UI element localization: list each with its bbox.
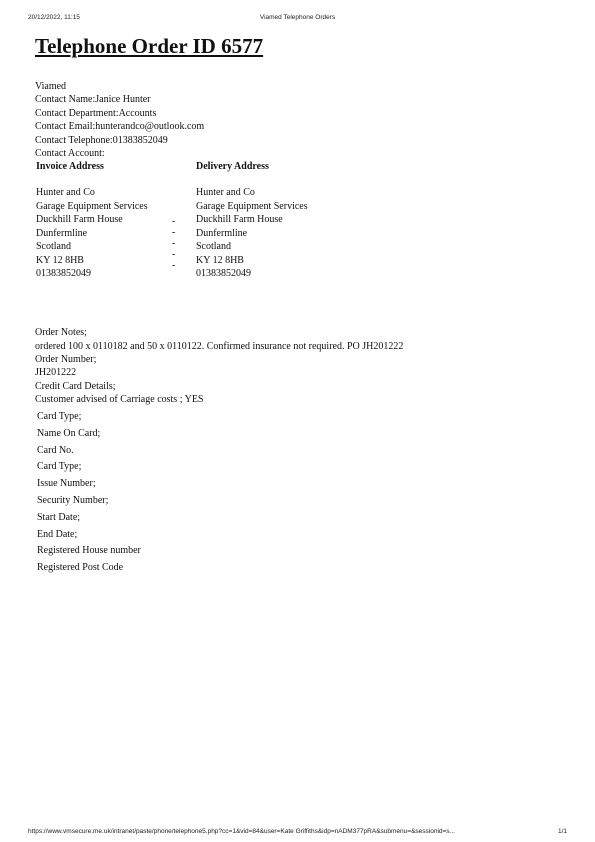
order-number-value: JH201222 (35, 367, 77, 378)
card-field: Card No. (37, 444, 74, 456)
delivery-address-line: KY 12 8HB (196, 254, 244, 266)
contact-name: Contact Name:Janice Hunter (35, 94, 151, 105)
order-notes-value: ordered 100 x 0110182 and 50 x 0110122. Confirmed insurance not required. PO JH201222 (35, 341, 404, 352)
carriage-costs: Customer advised of Carriage costs ; YES (35, 394, 204, 405)
delivery-address-line: 01383852049 (196, 268, 251, 279)
contact-account: Contact Account: (35, 148, 105, 159)
invoice-address-line: KY 12 8HB (36, 254, 84, 266)
page-title: Telephone Order ID 6577 (35, 34, 264, 58)
delivery-address-line: Scotland (196, 241, 231, 252)
card-field: Name On Card; (37, 427, 101, 439)
company-name: Viamed (35, 81, 67, 92)
card-field: End Date; (37, 528, 78, 540)
card-field: Security Number; (37, 494, 109, 506)
card-field: Start Date; (37, 511, 81, 523)
print-url: https://www.vmsecure.me.uk/intranet/paste/phone/telephone5.php?cc=1&vid=84&user=Kate Griffiths&idp=nADM377pRA&submenu=&sessionid=s... (28, 828, 455, 835)
credit-card-label: Credit Card Details; (35, 381, 116, 392)
delivery-address-line: Garage Equipment Services (196, 200, 308, 212)
order-notes-label: Order Notes; (35, 327, 87, 338)
address-separator: ----- (172, 216, 176, 271)
print-page-title: Viamed Telephone Orders (259, 14, 336, 21)
print-datetime: 20/12/2022, 11:15 (28, 14, 80, 21)
card-field: Card Type; (37, 461, 82, 473)
page-number: 1/1 (557, 828, 567, 835)
card-field: Issue Number; (37, 478, 96, 490)
invoice-address-line: Duckhill Farm House (36, 214, 123, 225)
invoice-address (36, 160, 216, 281)
delivery-address-line: Dunfermline (196, 227, 248, 239)
delivery-address (196, 160, 376, 281)
card-details-list (37, 409, 141, 577)
order-number-label: Order Number; (35, 354, 97, 365)
invoice-address-line: Garage Equipment Services (36, 200, 148, 212)
invoice-address-line: 01383852049 (36, 268, 91, 279)
delivery-address-heading: Delivery Address (196, 161, 269, 172)
contact-telephone: Contact Telephone:01383852049 (35, 135, 168, 146)
contact-email: Contact Email:hunterandco@outlook.com (35, 121, 205, 132)
contact-department: Contact Department:Accounts (35, 108, 157, 119)
card-field: Registered House number (37, 545, 141, 557)
delivery-address-line: Duckhill Farm House (196, 214, 283, 225)
invoice-address-line: Scotland (36, 241, 71, 252)
delivery-address-line: Hunter and Co (196, 187, 255, 198)
invoice-address-line: Dunfermline (36, 227, 88, 239)
invoice-address-line: Hunter and Co (36, 187, 95, 198)
invoice-address-heading: Invoice Address (36, 161, 104, 172)
card-field: Card Type; (37, 411, 82, 422)
card-field: Registered Post Code (37, 562, 124, 574)
